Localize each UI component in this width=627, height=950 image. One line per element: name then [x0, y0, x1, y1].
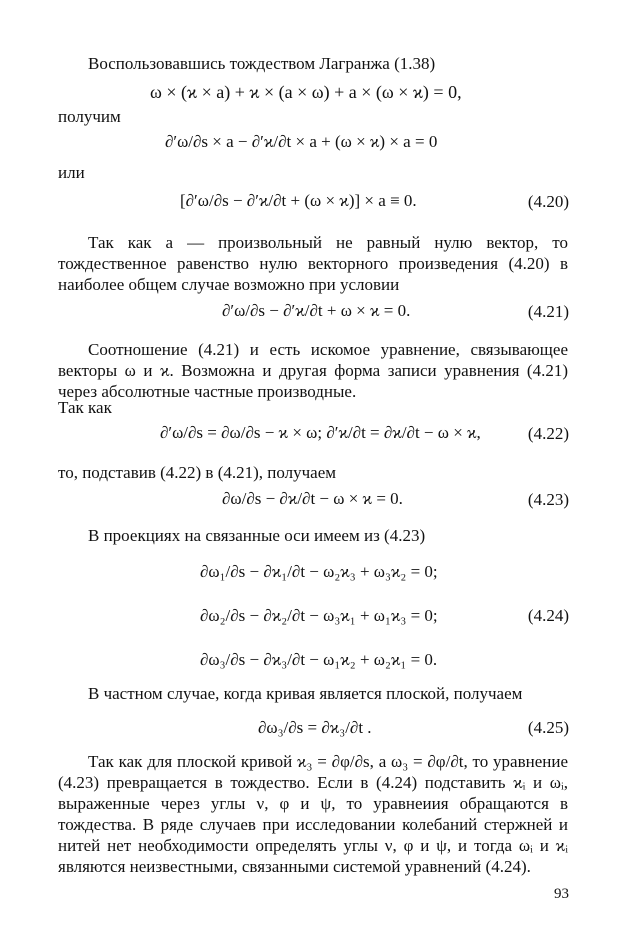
- equation-poluchim: ∂′ω/∂s × a − ∂′ϰ/∂t × a + (ω × ϰ) × a = 0: [165, 132, 438, 151]
- equation-4-24-c: ∂ω₃/∂s − ∂ϰ₃/∂t − ω₁ϰ₂ + ω₂ϰ₁ = 0.: [200, 650, 438, 669]
- intro-line: Воспользовавшись тождеством Лагранжа (1.38): [88, 54, 436, 73]
- paragraph-3: Так как для плоской кривой ϰ₃ = ∂φ/∂s, а ω₃ = ∂φ/∂t, то уравнение (4.23) превращается в тождество. Если в (4.24) подставить ϰᵢ и ωᵢ, выраженные через углы ν, φ и ψ, то уравнеиия обращаются в тождества. В ряде случаев при исследовании колебаний стержней и нитей нет необходимости определять углы ν, φ и ψ, и тогда ωᵢ и ϰᵢ являются неизвестными, связанными системой уравнений (4.24).: [58, 752, 568, 876]
- label-poluchim: получим: [58, 107, 121, 126]
- paragraph-1: Так как a — произвольный не равный нулю вектор, то тождественное равенство нулю векторного произведения (4.20) в наиболее общем случае возможно при условии: [58, 233, 568, 294]
- label-ili: или: [58, 163, 85, 182]
- eq-number-4-20: (4.20): [527, 192, 569, 211]
- label-tak-kak: Так как: [58, 398, 112, 417]
- label-v-chastnom: В частном случае, когда кривая является плоской, получаем: [88, 684, 523, 703]
- eq-number-4-21: (4.21): [527, 302, 569, 321]
- eq-number-4-22: (4.22): [527, 424, 569, 443]
- equation-4-25: ∂ω₃/∂s = ∂ϰ₃/∂t .: [258, 718, 372, 737]
- equation-4-22: ∂′ω/∂s = ∂ω/∂s − ϰ × ω; ∂′ϰ/∂t = ∂ϰ/∂t − ω × ϰ,: [160, 423, 481, 442]
- equation-4-23: ∂ω/∂s − ∂ϰ/∂t − ω × ϰ = 0.: [222, 489, 403, 508]
- page-number: 93: [554, 886, 569, 902]
- equation-4-24-a: ∂ω₁/∂s − ∂ϰ₁/∂t − ω₂ϰ₃ + ω₃ϰ₂ = 0;: [200, 562, 438, 581]
- eq-number-4-24: (4.24): [527, 606, 569, 625]
- eq-number-4-25: (4.25): [527, 718, 569, 737]
- label-v-proekciyah: В проекциях на связанные оси имеем из (4.23): [88, 526, 426, 545]
- label-to-podstaviv: то, подставив (4.22) в (4.21), получаем: [58, 463, 337, 482]
- equation-4-24-b: ∂ω₂/∂s − ∂ϰ₂/∂t − ω₃ϰ₁ + ω₁ϰ₃ = 0;: [200, 606, 438, 625]
- equation-4-20: [∂′ω/∂s − ∂′ϰ/∂t + (ω × ϰ)] × a ≡ 0.: [180, 191, 417, 210]
- eq-number-4-23: (4.23): [527, 490, 569, 509]
- lagrange-identity: ω × (ϰ × a) + ϰ × (a × ω) + a × (ω × ϰ) = 0,: [150, 82, 462, 102]
- paragraph-2: Соотношение (4.21) и есть искомое уравнение, связывающее векторы ω и ϰ. Возможна и другая форма записи уравнения (4.21) через абсолютные частные производные.: [58, 340, 568, 401]
- equation-4-21: ∂′ω/∂s − ∂′ϰ/∂t + ω × ϰ = 0.: [222, 301, 411, 320]
